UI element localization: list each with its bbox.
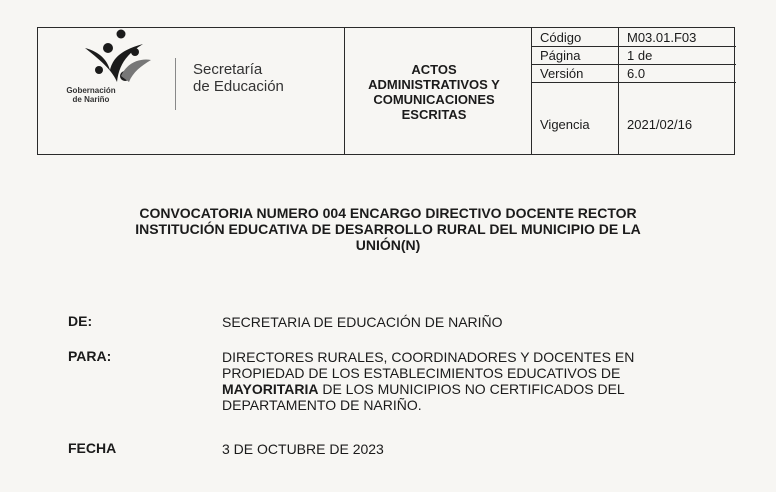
logo-dot-top [117,30,126,39]
logo-star-accent [121,60,151,82]
header-row-line-3 [531,82,736,83]
para-label: PARA: [68,348,112,364]
logo-separator [175,58,176,110]
codigo-label: Código [540,30,582,45]
header-row-line-1 [531,46,736,47]
document-type-title: ACTOS ADMINISTRATIVOS Y COMUNICACIONES ESCRITAS [368,62,500,122]
header-divider-3b [618,82,619,154]
fecha-value: 3 DE OCTUBRE DE 2023 [222,441,384,457]
header-divider-3 [618,28,619,82]
para-value: DIRECTORES RURALES, COORDINADORES Y DOCENTES EN PROPIEDAD DE LOS ESTABLECIMIENTOS EDUCATIVOS DE MAYORITARIA DE LOS MUNICIPIOS NO CERTIFICADOS DEL DEPARTAMENTO DE NARIÑO. [222,349,635,413]
header-row-line-2 [531,64,736,65]
pagina-value: 1 de [627,48,653,63]
mayoritaria-emphasis: MAYORITARIA [222,381,319,397]
de-value: SECRETARIA DE EDUCACIÓN DE NARIÑO [222,314,503,330]
vigencia-label: Vigencia [540,117,590,132]
de-label: DE: [68,313,93,329]
codigo-value: M03.01.F03 [627,30,697,45]
logo-dot-left [95,66,103,74]
version-value: 6.0 [627,66,646,81]
pagina-label: Página [540,48,581,63]
vigencia-value: 2021/02/16 [627,117,693,132]
secretaria-name: Secretaría de Educación [193,61,284,95]
version-label: Versión [540,66,584,81]
logo-dot-center [103,43,113,53]
fecha-label: FECHA [68,440,117,456]
gobernacion-label: Gobernación de Nariño [66,86,116,104]
convocatoria-title: CONVOCATORIA NUMERO 004 ENCARGO DIRECTIVO DOCENTE RECTOR INSTITUCIÓN EDUCATIVA DE DESARROLLO RURAL DEL MUNICIPIO DE LA UNIÓN(N) [135,205,641,253]
